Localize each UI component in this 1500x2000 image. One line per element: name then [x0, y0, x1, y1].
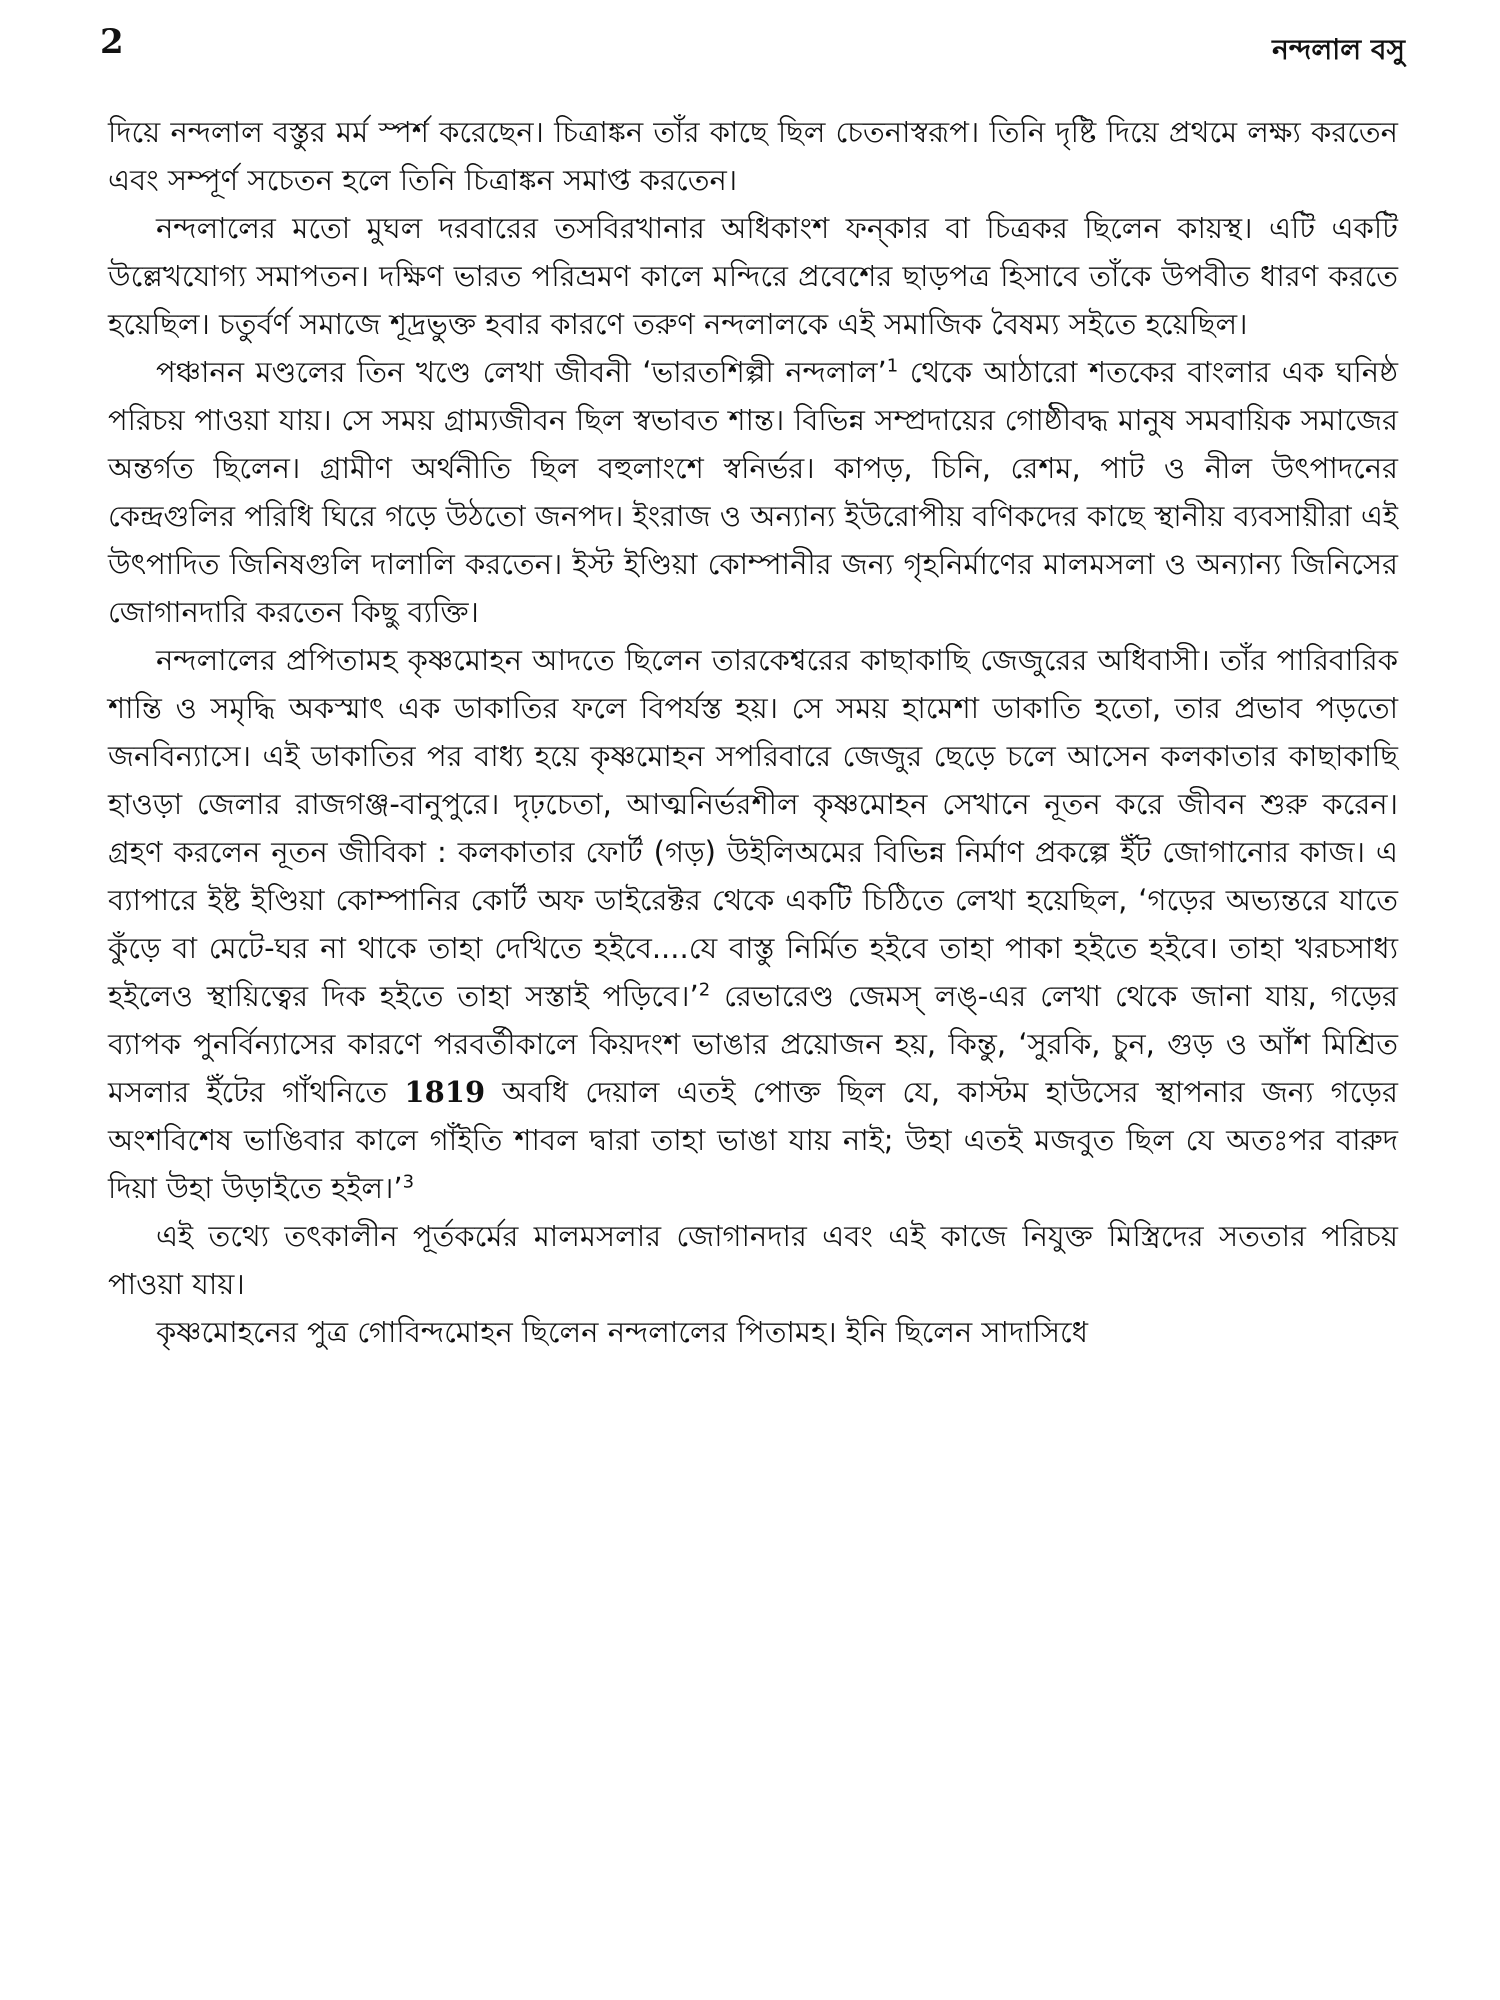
paragraph: [108, 636, 1398, 1212]
page-header: [100, 22, 1405, 78]
footnote-marker: 1: [886, 355, 899, 377]
paragraph-text: দিয়ে নন্দলাল বস্তুর মর্ম স্পর্শ করেছেন। চিত্রাঙ্কন তাঁর কাছে ছিল চেতনাস্বরূপ। তিনি দৃষ্টি দিয়ে প্রথমে লক্ষ্য করতেন এবং সম্পূর্ণ সচেতন হলে তিনি চিত্রাঙ্কন সমাপ্ত করতেন।: [108, 115, 1398, 197]
footnote-marker: 3: [402, 1171, 415, 1193]
body-text: [108, 108, 1398, 1356]
paragraph-text: থেকে আঠারো শতকের বাংলার এক ঘনিষ্ঠ পরিচয় পাওয়া যায়। সে সময় গ্রাম্যজীবন ছিল স্বভাবত শান্ত। বিভিন্ন সম্প্রদায়ের গোষ্ঠীবদ্ধ মানুষ সমবায়িক সমাজের অন্তর্গত ছিলেন। গ্রামীণ অর্থনীতি ছিল বহুলাংশে স্বনির্ভর। কাপড়, চিনি, রেশম, পাট ও নীল উৎপাদনের কেন্দ্রগুলির পরিধি ঘিরে গড়ে উঠতো জনপদ। ইংরাজ ও অন্যান্য ইউরোপীয় বণিকদের কাছে স্থানীয় ব্যবসায়ীরা এই উৎপাদিত জিনিষগুলি দালালি করতেন। ইস্ট ইণ্ডিয়া কোম্পানীর জন্য গৃহনির্মাণের মালমসলা ও অন্যান্য জিনিসের জোগানদারি করতেন কিছু ব্যক্তি।: [108, 355, 1399, 629]
year-number: 1819: [404, 1075, 486, 1109]
running-title: নন্দলাল বসু: [1272, 33, 1405, 66]
paragraph: [108, 1308, 1398, 1356]
paragraph-text: অবধি দেয়াল এতই পোক্ত ছিল যে, কাস্টম হাউসের স্থাপনার জন্য গড়ের অংশবিশেষ ভাঙিবার কালে গাঁইতি শাবল দ্বারা তাহা ভাঙা যায় নাই; উহা এতই মজবুত ছিল যে অতঃপর বারুদ দিয়া উহা উড়াইতে হইল।’: [108, 1075, 1398, 1205]
paragraph: [108, 204, 1398, 348]
paragraph-text: নন্দলালের মতো মুঘল দরবারের তসবিরখানার অধিকাংশ ফন্‌কার বা চিত্রকর ছিলেন কায়স্থ। এটি একটি উল্লেখযোগ্য সমাপতন। দক্ষিণ ভারত পরিভ্রমণ কালে মন্দিরে প্রবেশের ছাড়পত্র হিসাবে তাঁকে উপবীত ধারণ করতে হয়েছিল। চতুর্বর্ণ সমাজে শূদ্রভুক্ত হবার কারণে তরুণ নন্দলালকে এই সমাজিক বৈষম্য সইতে হয়েছিল।: [108, 211, 1398, 341]
footnote-marker: 2: [698, 979, 711, 1001]
paragraph-text: নন্দলালের প্রপিতামহ কৃষ্ণমোহন আদতে ছিলেন তারকেশ্বরের কাছাকাছি জেজুরের অধিবাসী। তাঁর পারিবারিক শান্তি ও সমৃদ্ধি অকস্মাৎ এক ডাকাতির ফলে বিপর্যস্ত হয়। সে সময় হামেশা ডাকাতি হতো, তার প্রভাব পড়তো জনবিন্যাসে। এই ডাকাতির পর বাধ্য হয়ে কৃষ্ণমোহন সপরিবারে জেজুর ছেড়ে চলে আসেন কলকাতার কাছাকাছি হাওড়া জেলার রাজগঞ্জ-বানুপুরে। দৃঢ়চেতা, আত্মনির্ভরশীল কৃষ্ণমোহন সেখানে নূতন করে জীবন শুরু করেন। গ্রহণ করলেন নূতন জীবিকা : কলকাতার ফোর্ট (গড়) উইলিঅমের বিভিন্ন নির্মাণ প্রকল্পে ইঁট জোগানোর কাজ। এ ব্যাপারে ইষ্ট ইণ্ডিয়া কোম্পানির কোর্ট অফ ডাইরেক্টর থেকে একটি চিঠিতে লেখা হয়েছিল, ‘গড়ের অভ্যন্তরে যাতে কুঁড়ে বা মেটে-ঘর না থাকে তাহা দেখিতে হইবে....যে বাস্তু নির্মিত হইবে তাহা পাকা হইতে হইবে। তাহা খরচসাধ্য হইলেও স্থায়িত্বের দিক হইতে তাহা সস্তাই পড়িবে।’: [108, 643, 1398, 1013]
page-number: 2: [100, 22, 124, 62]
paragraph-text: এই তথ্যে তৎকালীন পূর্তকর্মের মালমসলার জোগানদার এবং এই কাজে নিযুক্ত মিস্ত্রিদের সততার পরিচয় পাওয়া যায়।: [108, 1219, 1398, 1301]
paragraph-text: রেভারেণ্ড জেমস্ লঙ্-এর লেখা থেকে জানা যায়, গড়ের ব্যাপক পুনর্বিন্যাসের কারণে পরবর্তীকালে কিয়দংশ ভাঙার প্রয়োজন হয়, কিন্তু, ‘সুরকি, চুন, গুড় ও আঁশ মিশ্রিত মসলার ইঁটের গাঁথনিতে: [108, 979, 1398, 1109]
paragraph-text: পঞ্চানন মণ্ডলের তিন খণ্ডে লেখা জীবনী ‘ভারতশিল্পী নন্দলাল’: [156, 355, 887, 389]
paragraph: [108, 1212, 1398, 1308]
paragraph: [108, 108, 1398, 204]
paragraph-text: কৃষ্ণমোহনের পুত্র গোবিন্দমোহন ছিলেন নন্দলালের পিতামহ। ইনি ছিলেন সাদাসিধে: [156, 1315, 1088, 1349]
paragraph: [108, 348, 1398, 636]
